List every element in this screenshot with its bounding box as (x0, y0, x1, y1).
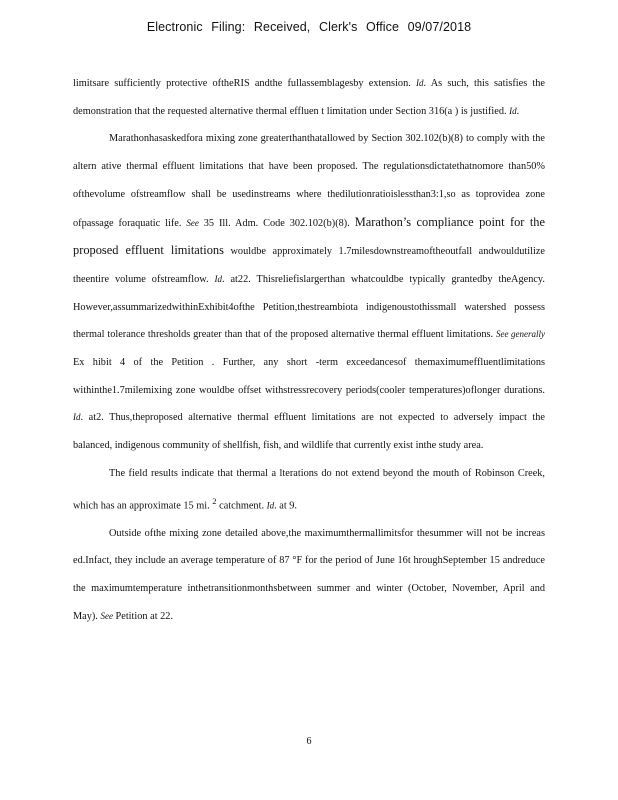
text-run: wouldbe approximately 1.7milesdownstreamoftheoutfall andwouldutilize theentire volume ofstreamflow. (73, 246, 545, 285)
text-run: limitsare sufficiently protective oftheRIS andthe fullassemblagesby extension. (73, 78, 416, 89)
page-number: 6 (306, 736, 312, 747)
text-run-large: Marathon’s compliance point for the proposed effluent limitations (73, 214, 545, 258)
text-run: catchment. (216, 499, 267, 511)
citation: See (100, 610, 113, 621)
text-run: Marathonhasaskedfora mixing zone greaterthanthatallowed by Section 302.102(b)(8) to comply with the altern ative thermal effluent limitations that have been proposed. The regulationsdictatethatnomore than50% ofthevolume ofstreamflow shall be usedinstreams where thedilutionratioislessthan3:1,so as toprovidea zone ofpassage foraquatic life. (73, 133, 545, 229)
text-run: Outside ofthe mixing zone detailed above,the maximumthermallimitsfor thesummer will not be increas ed.Infact, they include an average temperature of 87 °F for the period of June 16t hroughSeptember 15 andreduce the maximumtemperature inthetransitionmonthsbetween summer and winter (October, November, April and May). (73, 527, 545, 622)
citation: See (186, 217, 199, 228)
text-run: . (516, 105, 520, 117)
text-run: The field results indicate that thermal a lterations do not extend beyond the mouth of Robinson Creek, which has an approximate 15 mi. (73, 467, 545, 511)
citation: Id (509, 105, 517, 116)
citation: Id (73, 412, 81, 423)
citation: Id (214, 273, 222, 284)
text-run: . As such, this satisfies the demonstration that the requested alternative thermal effluen t limitation under Section 316(a ) is justified. (73, 78, 545, 117)
paragraph-4 (73, 520, 545, 631)
text-run: . at22. Thisreliefislargerthan whatcouldbe typically grantedby theAgency. However,assummarizedwithinExhibit4ofthe Petition,thestreambiota indigenoustothissmall watershed possess thermal tolerance thresholds greater than that of the proposed alternative thermal effluent limitations. (73, 273, 545, 341)
text-run: Petition at 22. (112, 610, 174, 622)
paragraph-3 (73, 460, 545, 520)
citation: Id (266, 499, 275, 510)
text-run: . at2. Thus,theproposed alternative thermal effluent limitations are not expected to adversely impact the balanced, indigenous community of shellfish, fish, and wildlife that currently exist inthe study area. (73, 412, 545, 452)
citation: See generally (495, 329, 545, 340)
paragraph-1 (73, 70, 545, 125)
text-run: Ex hibit 4 of the Petition . Further, any short -term exceedancesof themaximumeffluentlimitations withinthe1.7milemixing zone wouldbe offset withstressrecovery periods(cooler temperatures)oflonger durations. (73, 357, 545, 396)
text-run: 35 Ill. Adm. Code 302.102(b)(8). (198, 217, 355, 229)
paragraph-2 (73, 125, 545, 459)
filing-header: Electronic Filing: Received, Clerk's Office 09/07/2018 (146, 20, 472, 34)
citation: Id (416, 78, 424, 88)
document-body (73, 70, 545, 630)
text-run: . at 9. (274, 499, 297, 511)
superscript: 2 (212, 495, 217, 506)
